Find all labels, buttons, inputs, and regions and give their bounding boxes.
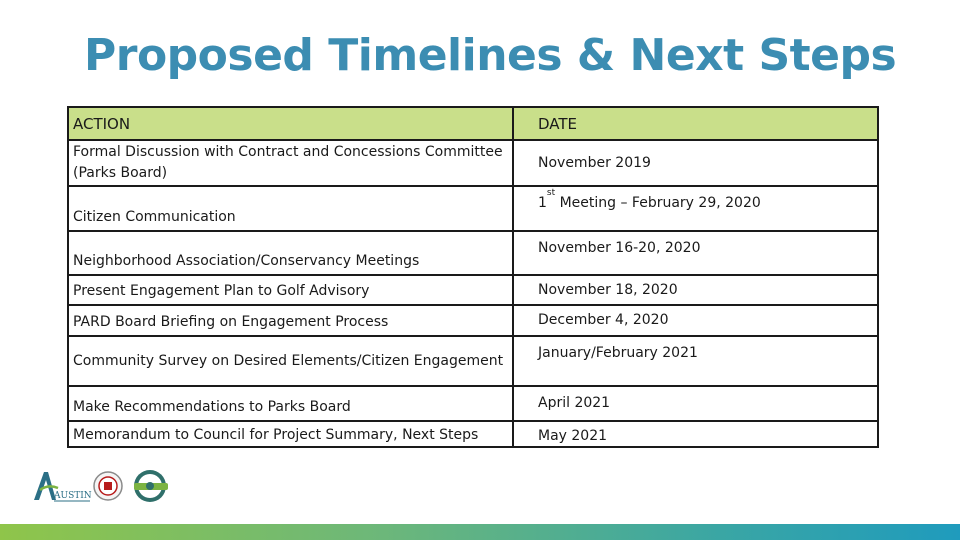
table-row [69,304,877,335]
table-row [69,274,877,304]
action-column-header: ACTION [73,115,131,133]
action-cell: Present Engagement Plan to Golf Advisory [73,283,370,299]
date-cell: April 2021 [512,387,877,420]
partner-logos [30,466,180,508]
action-cell: Neighborhood Association/Conservancy Meetings [73,253,420,269]
timeline-table [67,106,879,448]
date-cell: November 16-20, 2020 [512,232,877,274]
date-cell: January/February 2021 [512,337,877,385]
table-row [69,185,877,230]
date-number: 1 [538,195,547,211]
action-cell: Make Recommendations to Parks Board [73,399,351,415]
slide-title: Proposed Timelines & Next Steps [84,30,897,81]
action-cell: Memorandum to Council for Project Summary, Next Steps [73,427,479,443]
date-column-header: DATE [512,108,877,141]
austin-logo-text: AUSTIN [54,491,92,501]
action-cell: Citizen Communication [73,209,236,225]
table-header-row [69,108,877,141]
action-cell: Community Survey on Desired Elements/Citizen Engagement [73,352,504,369]
table-row [69,420,877,448]
action-cell: PARD Board Briefing on Engagement Process [73,314,389,330]
footer-gradient-bar [0,524,960,540]
austin-parks-logo [30,466,180,508]
date-cell: November 2019 [512,141,877,185]
date-cell: 1 st Meeting – February 29, 2020 [512,187,877,230]
table-row [69,335,877,385]
date-cell: December 4, 2020 [512,306,877,335]
date-cell: May 2021 [512,422,877,448]
action-cell: Formal Discussion with Contract and Concessions Committee (Parks Board) [73,144,503,181]
date-text: Meeting – February 29, 2020 [555,195,761,211]
table-row [69,230,877,274]
date-cell: November 18, 2020 [512,276,877,304]
table-row [69,139,877,185]
table-row [69,385,877,420]
